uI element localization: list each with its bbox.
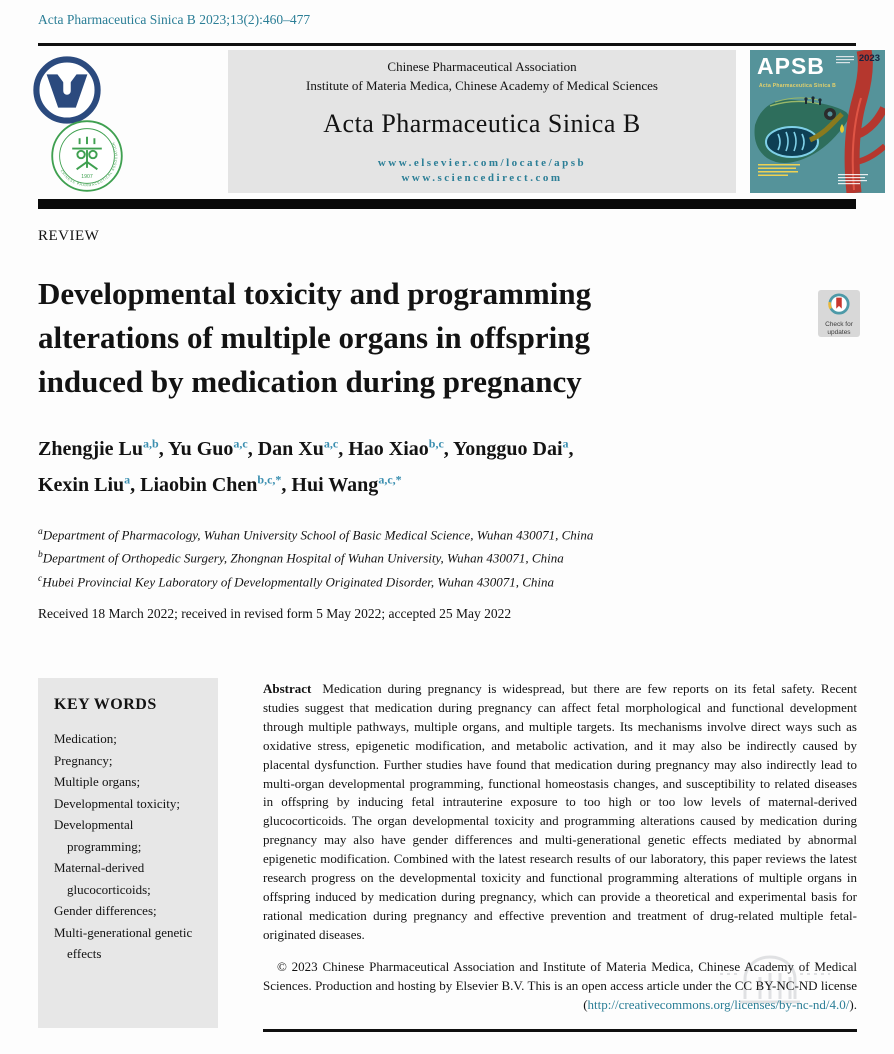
abstract — [263, 680, 857, 945]
check-updates-icon — [828, 293, 850, 315]
copyright-text-end: ). — [849, 997, 857, 1012]
journal-cover-thumbnail — [750, 50, 885, 193]
title-line: alterations of multiple organs in offspring — [38, 320, 590, 355]
copyright-text: © 2023 Chinese Pharmaceutical Association and Institute of Materia Medica, Chinese Academy of Medical Sciences. Production and hosting by Elsevier B.V. This is an open access article under the CC BY-NC-ND license ( — [263, 959, 857, 1012]
keyword-list — [54, 728, 206, 965]
article-dates: Received 18 March 2022; received in revised form 5 May 2022; accepted 25 May 2022 — [38, 606, 512, 621]
check-updates-button[interactable] — [818, 290, 860, 337]
citation-link[interactable]: Acta Pharmaceutica Sinica B 2023;13(2):460–477 — [38, 12, 311, 27]
author: Yu Guo$^{a,c}$, — [167, 436, 258, 460]
abstract-text: Medication during pregnancy is widespread, but there are few reports on its fetal safety. Recent studies suggest that medication during pregnancy can affect fetal morphological and functional development through multiple pathways, multiple organs, and multiple targets. Its mechanisms involve direct ways such as oxidative stress, epigenetic modification, and metabolic activation, and it may also be indirectly caused by placental dysfunction. Further studies have found that medication during pregnancy may also indirectly lead to multi-organ developmental programming, functional homeostasis changes, and susceptibility to related diseases in offspring by inducing fetal intrauterine exposure to too high or too low levels of maternal-derived glucocorticoids. The organ developmental toxicity and programming alterations caused by medication during pregnancy may also have gender differences and multi-generational genetic effects mediated by abnormal epigenetic modification. Combined with the latest research results of our laboratory, this paper reviews the latest research progress on the developmental toxicity and functional programming alterations of multiple organs in offspring induced by medication during pregnancy, which can provide a theoretical and experimental basis for rational medication during pregnancy and effective prevention and treatment of drug-related multiple fetal-originated diseases. — [263, 681, 857, 942]
affiliation-list — [38, 522, 593, 592]
abstract-label: Abstract — [263, 681, 312, 696]
elsevier-link[interactable]: www.elsevier.com/locate/apsb — [377, 157, 587, 169]
sciencedirect-link[interactable]: www.sciencedirect.com — [401, 172, 563, 184]
bottom-rule — [263, 1029, 857, 1032]
author: Dan Xu$^{a,c}$, — [257, 436, 349, 460]
keywords-box — [38, 678, 218, 1028]
author: Hao Xiao$^{b,c}$, — [348, 436, 454, 460]
affiliation: $^b$Department of Orthopedic Surgery, Zhongnan Hospital of Wuhan University, Wuhan 430071, China — [38, 550, 564, 566]
keyword-item: Maternal-derived glucocorticoids; — [54, 860, 151, 897]
keyword-item: Developmental programming; — [54, 817, 142, 854]
check-updates-label-2: updates — [827, 328, 851, 336]
keywords-heading: KEY WORDS — [54, 696, 157, 713]
seal-year: 1907 — [81, 174, 93, 181]
cc-license-link[interactable]: http://creativecommons.org/licenses/by-nc-nd/4.0/ — [587, 997, 850, 1012]
author: Zhengjie Lu$^{a,b}$, — [38, 436, 168, 460]
journal-banner — [228, 50, 736, 193]
keyword-item: Multiple organs; — [54, 774, 141, 789]
check-updates-label-1: Check for — [825, 321, 853, 328]
cover-journal-abbrev: APSB — [757, 53, 825, 79]
title-line: induced by medication during pregnancy — [38, 364, 582, 399]
keyword-item: Multi-generational genetic effects — [54, 924, 193, 961]
cover-year: 2023 — [858, 53, 880, 64]
affiliation: $^c$Hubei Provincial Key Laboratory of Developmentally Originated Disorder, Wuhan 430071, China — [38, 573, 554, 589]
keyword-item: Developmental toxicity; — [54, 795, 180, 811]
association-name: Chinese Pharmaceutical Association — [387, 59, 577, 74]
author: Yongguo Dai$^a$, — [453, 436, 574, 460]
affiliation: $^a$Department of Pharmacology, Wuhan University School of Basic Medical Science, Wuhan 430071, China — [38, 527, 594, 543]
copyright — [263, 957, 857, 1014]
institute-name: Institute of Materia Medica, Chinese Academy of Medical Sciences — [306, 78, 658, 93]
author: Kexin Liu$^a$, — [38, 472, 141, 497]
keyword-item: Medication; — [54, 731, 117, 746]
keyword-item: Pregnancy; — [54, 752, 113, 768]
header-divider-bar — [38, 199, 856, 209]
section-label: REVIEW — [38, 228, 100, 244]
journal-title: Acta Pharmaceutica Sinica B — [323, 109, 641, 138]
article-title — [38, 272, 738, 404]
author-list — [38, 428, 818, 501]
title-line: Developmental toxicity and programming — [38, 276, 592, 311]
seal-ring-text: CHINESE PHARMACEUTICAL ASSOCIATION — [59, 141, 119, 188]
keyword-item: Gender differences; — [54, 903, 157, 918]
cover-journal-name: Acta Pharmaceutica Sinica B — [759, 83, 837, 89]
imm-logo-icon — [33, 56, 101, 124]
author: Liaobin Chen$^{b,c,*}$, — [140, 472, 292, 497]
cpa-seal-logo-icon — [50, 119, 124, 193]
author: Hui Wang$^{a,c,*}$ — [291, 472, 402, 497]
top-rule — [38, 43, 856, 46]
